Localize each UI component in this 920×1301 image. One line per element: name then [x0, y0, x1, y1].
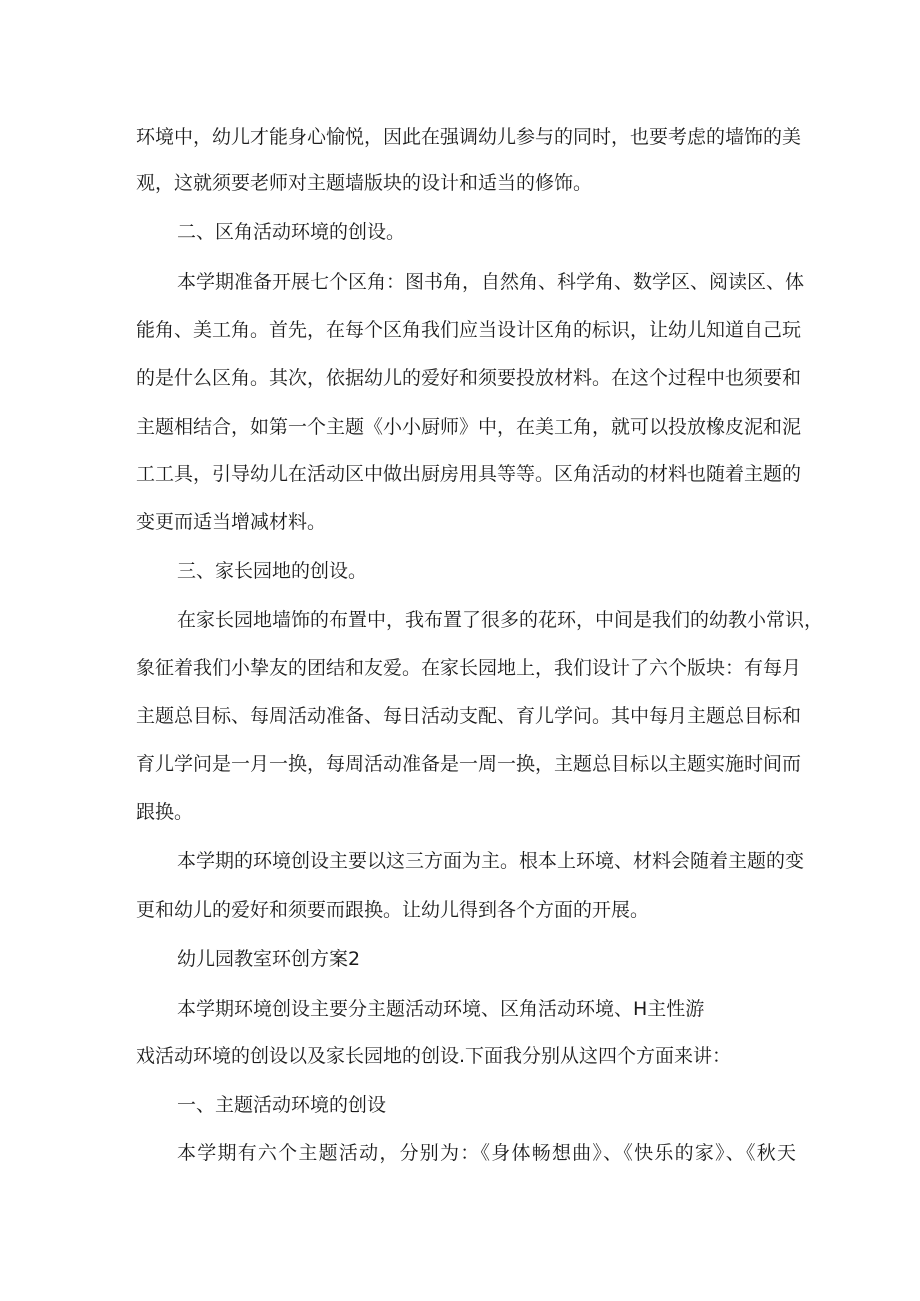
text-line: 环境中，幼儿才能身心愉悦，因此在强调幼儿参与的同时，也要考虑的墙饰的美: [136, 126, 802, 148]
text-line: 跟换。: [136, 801, 194, 823]
text-line: 工工具，引导幼儿在活动区中做出厨房用具等等。区角活动的材料也随着主题的: [136, 463, 802, 485]
text-line: 主题相结合，如第一个主题《小小厨师》中，在美工角，就可以投放橡皮泥和泥: [136, 416, 802, 438]
document-subtitle: 幼儿园教室环创方案2: [177, 948, 361, 970]
text-line: 象征着我们小挚友的团结和友爱。在家长园地上，我们设计了六个版块：有每月: [136, 657, 802, 679]
text-line: 观，这就须要老师对主题墙版块的设计和适当的修饰。: [136, 172, 593, 194]
text-line: 戏活动环境的创设以及家长园地的创设.下面我分别从这四个方面来讲：: [136, 1045, 732, 1067]
section-heading: 二、区角活动环境的创设。: [177, 221, 406, 243]
section-heading: 一、主题活动环境的创设: [177, 1094, 387, 1116]
text-line: 本学期环境创设主要分主题活动环境、区角活动环境、H主性游: [177, 998, 705, 1020]
text-line: 本学期有六个主题活动，分别为：《身体畅想曲》、《快乐的家》、《秋天: [177, 1142, 796, 1164]
text-line: 本学期的环境创设主要以这三方面为主。根本上环境、材料会随着主题的变: [177, 850, 805, 872]
text-line: 的是什么区角。其次，依据幼儿的爱好和须要投放材料。在这个过程中也须要和: [136, 367, 802, 389]
text-line: 育儿学问是一月一换，每周活动准备是一周一换，主题总目标以主题实施时间而: [136, 753, 802, 775]
text-line: 能角、美工角。首先，在每个区角我们应当设计区角的标识，让幼儿知道自己玩: [136, 319, 802, 341]
text-line: 变更而适当增减材料。: [136, 511, 327, 533]
text-line: 更和幼儿的爱好和须要而跟换。让幼儿得到各个方面的开展。: [136, 899, 650, 921]
text-line: 本学期准备开展七个区角：图书角，自然角、科学角、数学区、阅读区、体: [177, 271, 805, 293]
text-line: 主题总目标、每周活动准备、每日活动支配、育儿学问。其中每月主题总目标和: [136, 705, 802, 727]
section-heading: 三、家长园地的创设。: [177, 560, 368, 582]
text-line: 在家长园地墙饰的布置中，我布置了很多的花环，中间是我们的幼教小常识，: [177, 609, 824, 631]
